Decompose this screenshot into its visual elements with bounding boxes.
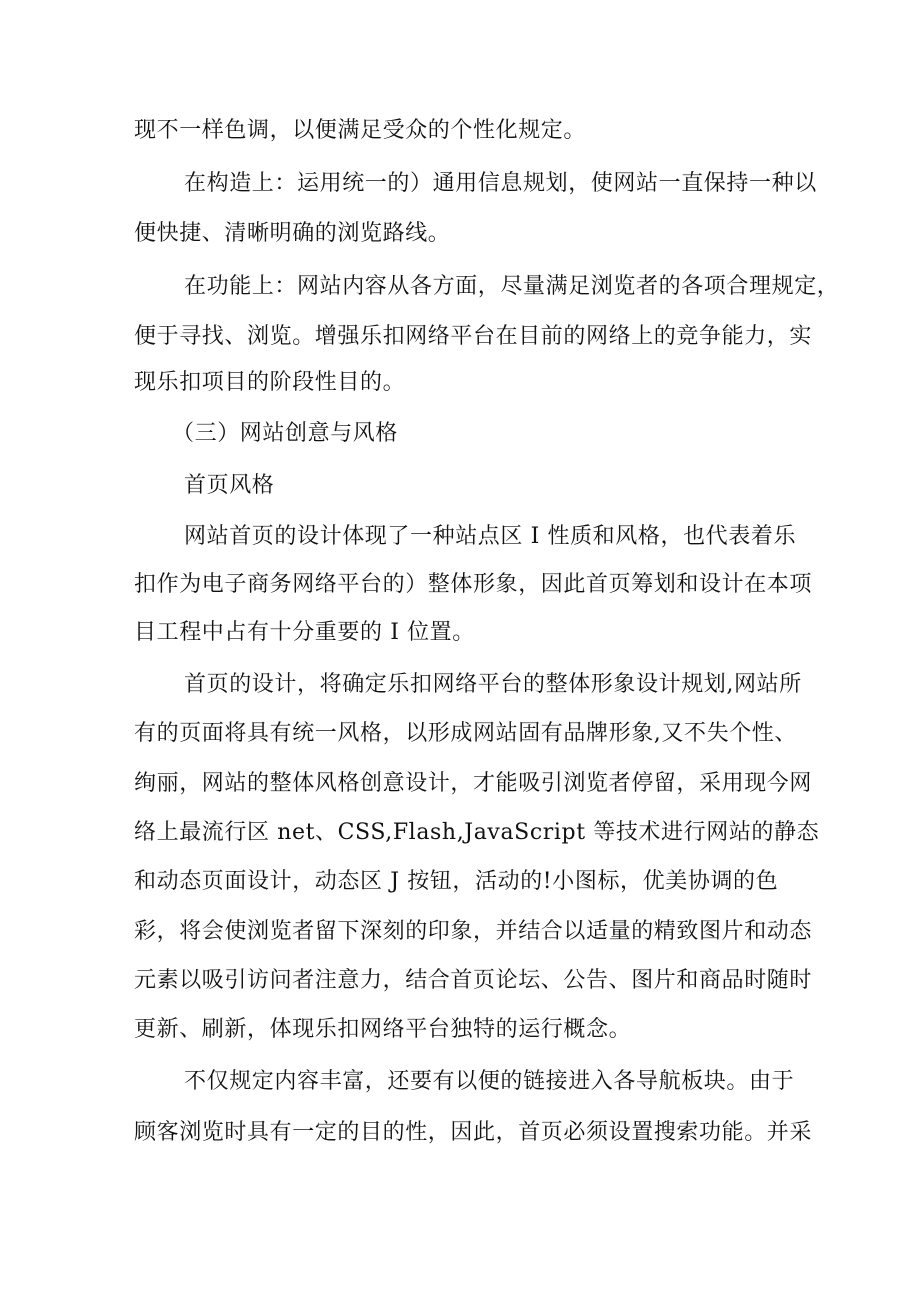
subheading-home-style: 首页风格 xyxy=(184,473,275,498)
text-line-16: 和动态页面设计，动态区 J 按钮，活动的!小图标，优美协调的色 xyxy=(134,869,779,894)
text-line-1: 现不一样色调，以便满足受众的个性化规定。 xyxy=(134,118,587,143)
section-heading: （三）网站创意与风格 xyxy=(172,421,399,446)
text-line-17: 彩，将会使浏览者留下深刻的印象，并结合以适量的精致图片和动态 xyxy=(134,919,813,944)
text-line-15: 络上最流行区 net、CSS,Flash,JavaScript 等技术进行网站的静态 xyxy=(134,820,820,845)
text-line-19: 更新、刷新，体现乐扣网络平台独特的运行概念。 xyxy=(134,1017,632,1042)
text-line-2: 在构造上：运用统一的）通用信息规划，使网站一直保持一种以 xyxy=(184,171,817,196)
text-line-18: 元素以吸引访问者注意力，结合首页论坛、公告、图片和商品时随时 xyxy=(134,968,813,993)
text-line-4: 在功能上：网站内容从各方面，尽量满足浏览者的各项合理规定， xyxy=(184,274,840,299)
text-line-11: 目工程中占有十分重要的 I 位置。 xyxy=(134,620,475,645)
text-line-3: 便快捷、清晰明确的浏览路线。 xyxy=(134,221,451,246)
text-line-13: 有的页面将具有统一风格，以形成网站固有品牌形象,又不失个性、 xyxy=(134,721,797,746)
text-line-21: 顾客浏览时具有一定的目的性，因此，首页必须设置搜索功能。并采 xyxy=(134,1120,813,1145)
text-line-14: 绚丽，网站的整体风格创意设计，才能吸引浏览者停留，采用现今网 xyxy=(134,771,813,796)
text-line-12: 首页的设计，将确定乐扣网络平台的整体形象设计规划,网站所 xyxy=(184,672,802,697)
text-line-20: 不仅规定内容丰富，还要有以便的链接进入各导航板块。由于 xyxy=(184,1069,795,1094)
text-line-9: 网站首页的设计体现了一种站点区 I 性质和风格，也代表着乐 xyxy=(184,524,797,549)
text-line-6: 现乐扣项目的阶段性目的。 xyxy=(134,370,406,395)
text-line-10: 扣作为电子商务网络平台的）整体形象，因此首页筹划和设计在本项 xyxy=(134,572,813,597)
text-line-5: 便于寻找、浏览。增强乐扣网络平台在目前的网络上的竞争能力，实 xyxy=(134,324,813,349)
